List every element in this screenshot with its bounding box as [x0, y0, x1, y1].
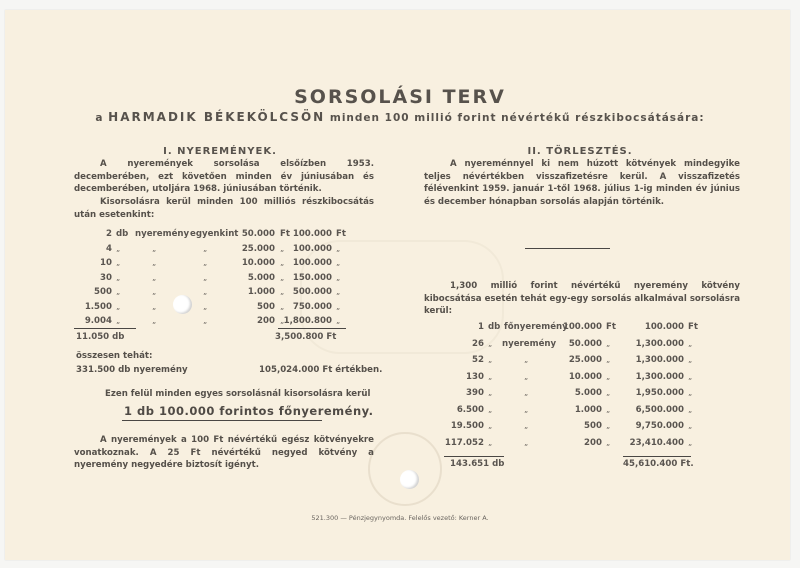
prize-label: „ [152, 301, 157, 311]
prize-row [0, 355, 800, 369]
prize-row [0, 322, 800, 336]
prize-count: 9.004 [84, 316, 112, 326]
section1-paragraph-3: A nyeremények a 100 Ft névértékű egész kötvényekre vonatkoznak. A 25 Ft névértékű negyed kötvény a nyeremény negyedére biztosít igényt. [74, 435, 374, 470]
prize-total: 100.000 [292, 243, 332, 254]
prize-total: 150.000 [292, 272, 332, 283]
prize-tcur: „ [336, 272, 341, 282]
prize-total: 9,750.000 [635, 421, 684, 431]
section2-heading: II. TÖRLESZTÉS. [527, 146, 633, 157]
section1-extra-line: Ezen felül minden egyes sorsolásnál kisorsolásra kerül [105, 389, 371, 399]
section2-sum-total: 45,610.400 Ft. [623, 459, 694, 469]
prize-total: 100.000 [292, 258, 332, 268]
prize-label: „ [152, 272, 157, 282]
section1-heading: I. NYEREMÉNYEK. [163, 146, 277, 157]
section1-overall-value: 105,024.000 Ft értékben. [259, 365, 383, 375]
prize-label: „ [524, 404, 529, 414]
prize-total: 23,410.400 [629, 437, 684, 448]
prize-unit: „ [488, 338, 493, 348]
prize-cur: Ft [606, 322, 616, 332]
prize-tcur: „ [688, 404, 693, 414]
prize-cur: „ [280, 287, 285, 296]
prize-tcur: „ [688, 421, 693, 430]
prize-cur: „ [606, 421, 611, 430]
section-divider [525, 248, 610, 249]
prize-unit: „ [488, 437, 493, 447]
prize-count: 117.052 [444, 437, 484, 448]
prize-label: „ [524, 388, 529, 397]
prize-total: 100.000 [292, 229, 332, 239]
section1-overall-count: 331.500 db nyeremény [76, 365, 188, 375]
prize-amount: 10.000 [241, 258, 275, 268]
prize-count: 6.500 [456, 404, 484, 415]
prize-label: „ [524, 371, 529, 381]
prize-amount: 100.000 [562, 322, 602, 332]
section2-sum-count: 143.651 db [450, 459, 505, 469]
prize-cur: „ [606, 338, 611, 348]
prize-unit: „ [488, 371, 493, 381]
prize-tcur: „ [688, 388, 693, 397]
prize-count: 52 [472, 355, 484, 365]
prize-row [0, 229, 800, 243]
prize-tcur: „ [336, 243, 341, 253]
prize-row [0, 388, 800, 402]
prize-count: 4 [106, 243, 112, 254]
prize-total: 750.000 [292, 301, 332, 312]
prize-amount: 5.000 [574, 388, 602, 398]
prize-tcur: „ [336, 301, 341, 311]
prize-cur: „ [280, 258, 285, 267]
prize-unit: „ [116, 272, 121, 282]
prize-label: „ [524, 437, 529, 447]
prize-tcur: Ft [336, 229, 346, 239]
prize-amount: 25.000 [241, 243, 275, 254]
prize-unit: db [116, 229, 129, 239]
prize-count: 2 [106, 229, 112, 239]
prize-cur: „ [606, 388, 611, 397]
prize-count: 30 [100, 272, 112, 283]
prize-amount: 50.000 [241, 229, 275, 239]
subtitle-prefix: a [95, 112, 104, 124]
prize-unit: „ [116, 316, 121, 325]
prize-amount: 1.000 [574, 404, 602, 415]
prize-amount: 500 [257, 301, 275, 312]
prize-row [0, 421, 800, 435]
section2-paragraph-1: A nyereménnyel ki nem húzott kötvények mindegyike teljes névértékben visszafizetésre kerül. A visszafizetés félévenkint 1959. január 1-től 1968. július 1-ig minden év június és december hónapban sorsolás alapján történik. [424, 159, 740, 207]
section1-paragraph-2: Kisorsolásra kerül minden 100 milliós részkibocsátás után esetenkint: [74, 197, 374, 220]
prize-tcur: „ [688, 437, 693, 447]
prize-amount: 10.000 [568, 371, 602, 382]
prize-row [0, 438, 800, 452]
section1-paragraph-1: A nyeremények sorsolása elsőízben 1953. decemberében, ezt követően minden év júniusában és decemberében, utoljára 1968. júniusában történik. [74, 159, 374, 194]
page-title: SORSOLÁSI TERV [294, 86, 506, 108]
prize-label: „ [152, 258, 157, 267]
prize-row [0, 339, 800, 353]
prize-each: „ [203, 243, 208, 253]
prize-total: 100.000 [644, 322, 684, 332]
prize-label: „ [524, 355, 529, 364]
prize-cur: Ft [280, 229, 290, 239]
prize-unit: db [488, 322, 501, 332]
prize-cur: „ [606, 437, 611, 447]
prize-count: 130 [466, 371, 484, 382]
prize-row [0, 258, 800, 272]
prize-count: 19.500 [450, 421, 484, 431]
prize-tcur: „ [688, 371, 693, 381]
prize-unit: „ [488, 404, 493, 414]
prize-total: 1,950.000 [635, 388, 684, 398]
subtitle [0, 110, 800, 124]
prize-amount: 200 [257, 316, 275, 326]
prize-tcur: „ [336, 316, 341, 325]
prize-cur: „ [280, 243, 285, 253]
prize-total: 1,800.800 [283, 316, 332, 326]
prize-count: 10 [100, 258, 112, 268]
section1-sum-total: 3,500.800 Ft [275, 332, 337, 342]
prize-tcur: „ [336, 287, 341, 296]
prize-unit: „ [116, 287, 121, 296]
prize-unit: „ [116, 258, 121, 267]
prize-total: 1,300.000 [635, 338, 684, 349]
prize-unit: „ [488, 388, 493, 397]
prize-tcur: „ [688, 355, 693, 364]
divider [444, 456, 504, 457]
prize-each: „ [203, 258, 208, 267]
prize-count: 500 [94, 287, 112, 297]
prize-amount: 1.000 [247, 287, 275, 297]
prize-tcur: „ [336, 258, 341, 267]
prize-each: egyenkint [190, 229, 239, 239]
prize-cur: „ [606, 355, 611, 364]
prize-count: 1.500 [84, 301, 112, 312]
prize-count: 26 [472, 338, 484, 349]
section2-paragraph-2: 1,300 millió forint névértékű nyeremény kötvény kibocsátása esetén tehát egy-egy sorsolás alkalmával sorsolásra kerül: [424, 281, 740, 316]
prize-row [0, 244, 800, 258]
prize-each: „ [203, 272, 208, 282]
prize-unit: „ [488, 355, 493, 364]
prize-count: 390 [466, 388, 484, 398]
prize-row [0, 372, 800, 386]
printer-footer: 521.300 — Pénzjegynyomda. Felelős vezető: Kerner A. [311, 514, 489, 522]
prize-label: főnyeremény [504, 322, 568, 332]
prize-label: nyeremény [135, 229, 190, 239]
prize-label: „ [524, 421, 529, 430]
prize-cur: „ [280, 301, 285, 311]
prize-cur: „ [606, 371, 611, 381]
prize-label: „ [152, 287, 157, 296]
prize-total: 500.000 [292, 287, 332, 297]
prize-row [0, 405, 800, 419]
prize-total: 6,500.000 [635, 404, 684, 415]
prize-label: „ [152, 243, 157, 253]
prize-total: 1,300.000 [635, 371, 684, 382]
section1-sum-count: 11.050 db [76, 332, 125, 342]
prize-amount: 25.000 [568, 355, 602, 365]
prize-label: „ [152, 316, 157, 325]
prize-tcur: Ft [688, 322, 698, 332]
subtitle-rest: minden 100 millió forint névértékű részkibocsátására: [329, 112, 705, 124]
prize-each: „ [203, 316, 208, 325]
prize-amount: 500 [584, 421, 602, 431]
prize-unit: „ [116, 301, 121, 311]
prize-unit: „ [116, 243, 121, 253]
prize-total: 1,300.000 [635, 355, 684, 365]
prize-cur: „ [606, 404, 611, 414]
section1-main-prize: 1 db 100.000 forintos főnyeremény. [124, 404, 374, 418]
prize-count: 1 [478, 322, 484, 332]
prize-unit: „ [488, 421, 493, 430]
prize-label: nyeremény [502, 338, 557, 349]
divider [623, 456, 691, 457]
section1-overall-label: összesen tehát: [76, 351, 153, 361]
prize-cur: „ [280, 316, 285, 325]
prize-amount: 5.000 [247, 272, 275, 283]
subtitle-name: HARMADIK BÉKEKÖLCSÖN [108, 110, 326, 124]
prize-each: „ [203, 287, 208, 296]
prize-tcur: „ [688, 338, 693, 348]
prize-cur: „ [280, 272, 285, 282]
prize-amount: 200 [584, 437, 602, 448]
section2-sum-row [0, 459, 800, 473]
prize-amount: 50.000 [568, 338, 602, 349]
prize-each: „ [203, 301, 208, 311]
